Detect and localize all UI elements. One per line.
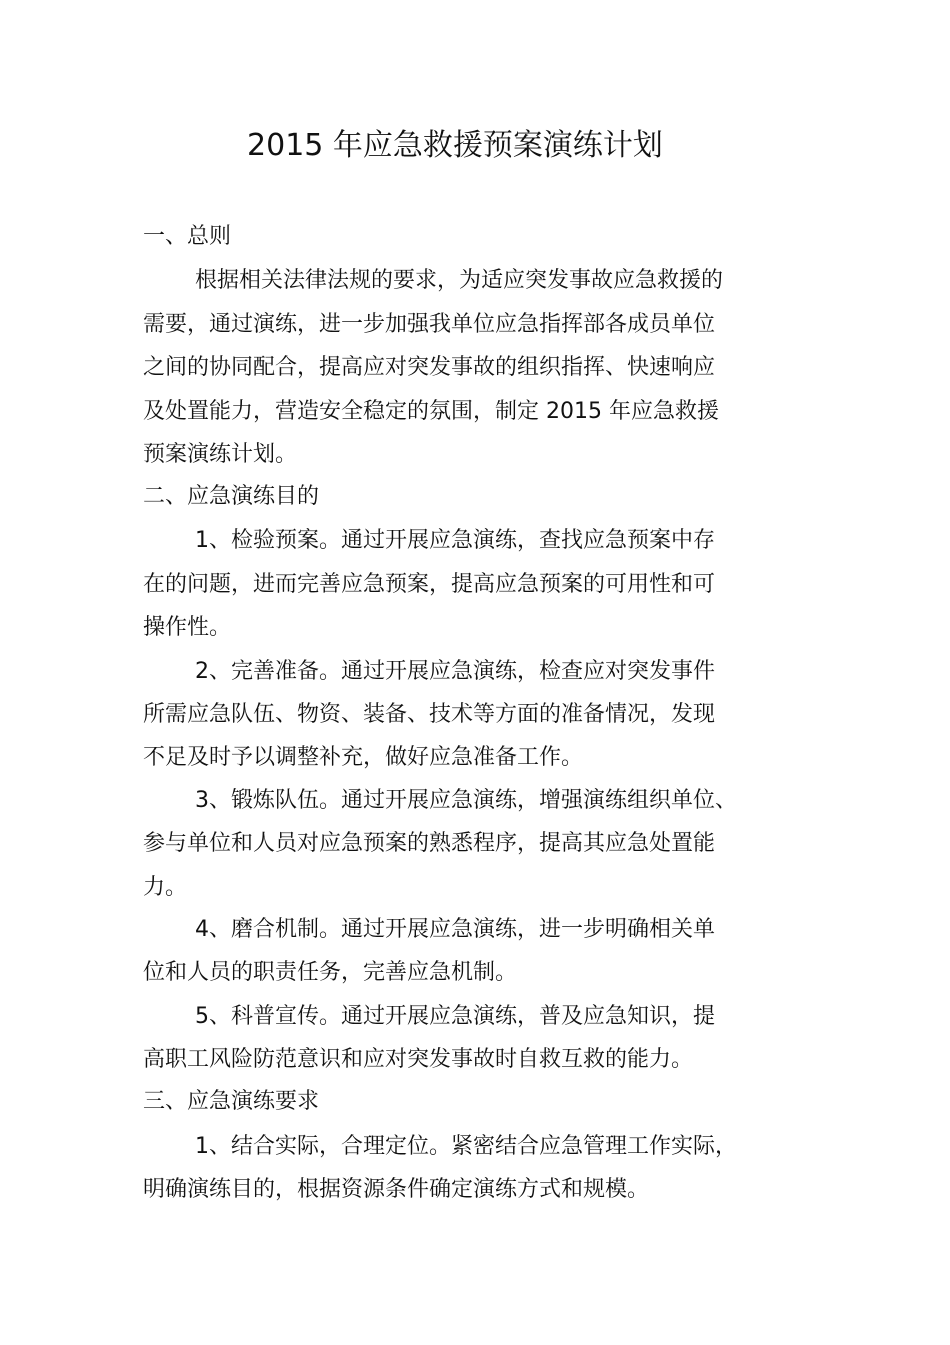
paragraph-line: 及处置能力，营造安全稳定的氛围，制定 2015 年应急救援 [143,399,719,424]
paragraph-line: 1、结合实际，合理定位。紧密结合应急管理工作实际， [195,1134,737,1159]
paragraph-line: 2、完善准备。通过开展应急演练，检查应对突发事件 [195,659,715,684]
paragraph-line: 操作性。 [143,615,232,640]
paragraph-line: 预案演练计划。 [143,442,298,467]
paragraph-line: 1、检验预案。通过开展应急演练，查找应急预案中存 [195,528,715,553]
paragraph-line: 5、科普宣传。通过开展应急演练，普及应急知识，提 [195,1004,715,1029]
paragraph-line: 需要，通过演练，进一步加强我单位应急指挥部各成员单位 [143,312,716,337]
paragraph-line: 明确演练目的，根据资源条件确定演练方式和规模。 [143,1177,650,1202]
paragraph-line: 不足及时予以调整补充，做好应急准备工作。 [143,745,584,770]
paragraph-line: 根据相关法律法规的要求，为适应突发事故应急救援的 [195,268,724,293]
paragraph-line: 所需应急队伍、物资、装备、技术等方面的准备情况，发现 [143,702,716,727]
paragraph-line: 在的问题，进而完善应急预案，提高应急预案的可用性和可 [143,572,716,597]
section-heading-general: 一、总则 [143,224,232,249]
document-title: 2015 年应急救援预案演练计划 [247,128,663,163]
paragraph-line: 之间的协同配合，提高应对突发事故的组织指挥、快速响应 [143,355,716,380]
paragraph-line: 高职工风险防范意识和应对突发事故时自救互救的能力。 [143,1047,694,1072]
paragraph-line: 参与单位和人员对应急预案的熟悉程序，提高其应急处置能 [143,831,716,856]
paragraph-line: 4、磨合机制。通过开展应急演练，进一步明确相关单 [195,917,715,942]
section-heading-purpose: 二、应急演练目的 [143,484,320,509]
paragraph-line: 3、锻炼队伍。通过开展应急演练，增强演练组织单位、 [195,788,737,813]
paragraph-line: 位和人员的职责任务，完善应急机制。 [143,960,518,985]
section-heading-requirements: 三、应急演练要求 [143,1089,320,1114]
paragraph-line: 力。 [143,875,188,900]
